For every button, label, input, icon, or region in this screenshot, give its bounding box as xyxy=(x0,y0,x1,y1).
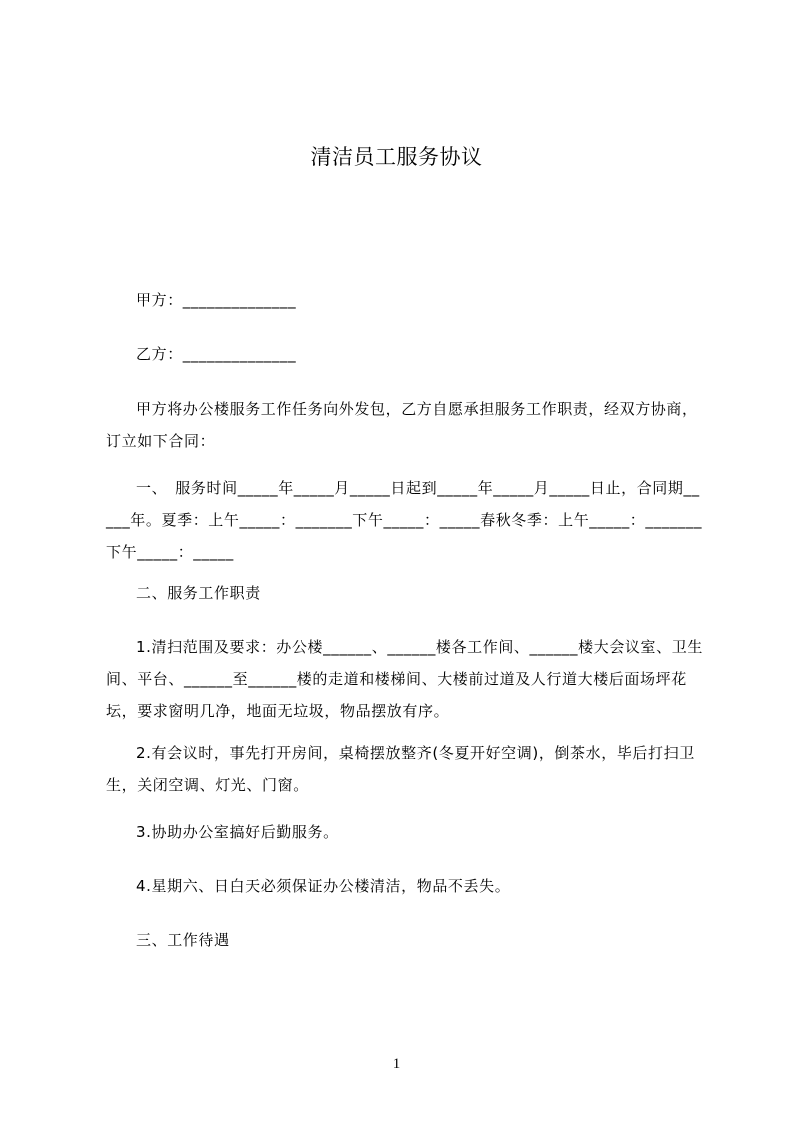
duty-item-3: 3.协助办公室搞好后勤服务。 xyxy=(136,823,339,841)
preamble-paragraph: 甲方将办公楼服务工作任务向外发包，乙方自愿承担服务工作职责，经双方协商，订立如下合同： xyxy=(106,400,698,450)
page-number: 1 xyxy=(392,1056,401,1072)
duty-item-1: 1.清扫范围及要求：办公楼______、______楼各工作间、______楼大会议室、卫生间、平台、______至______楼的走道和楼梯间、大楼前过道及人行道大楼后面场坪花坛，要求窗明几净，地面无垃圾，物品摆放有序。 xyxy=(106,638,703,720)
document-title: 清洁员工服务协议 xyxy=(310,145,483,169)
duty-item-2: 2.有会议时，事先打开房间，桌椅摆放整齐(冬夏开好空调)，倒茶水，毕后打扫卫生，关闭空调、灯光、门窗。 xyxy=(106,744,695,794)
service-time-clause: 一、 服务时间_____年_____月_____日起到_____年_____月_____日止，合同期_____年。夏季：上午_____：_______下午_____：_____春秋冬季：上午_____：_______下午_____：_____ xyxy=(106,479,703,561)
party-b-line: 乙方：______________ xyxy=(136,345,297,363)
duty-item-4: 4.星期六、日白天必须保证办公楼清洁，物品不丢失。 xyxy=(136,877,511,895)
section-heading-duties: 二、服务工作职责 xyxy=(136,584,261,602)
party-a-line: 甲方：______________ xyxy=(136,291,297,309)
section-heading-compensation: 三、工作待遇 xyxy=(136,931,230,949)
